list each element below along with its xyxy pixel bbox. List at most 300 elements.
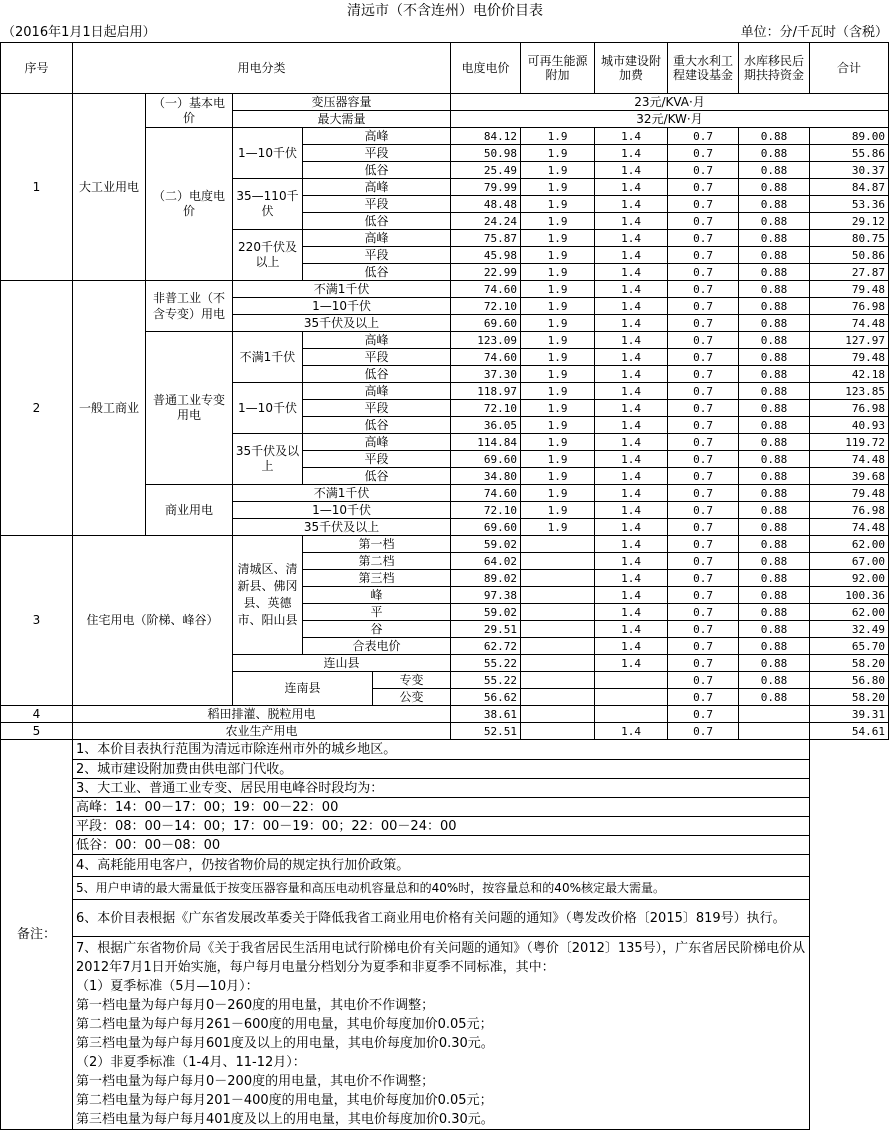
price-cell: 37.30 <box>451 366 521 383</box>
price-cell: 38.61 <box>451 706 521 723</box>
note-row <box>1 855 889 877</box>
note-item: 1、本价目表执行范围为清远市除连州市外的城乡地区。 <box>73 740 810 760</box>
renewable-cell: 1.9 <box>521 298 595 315</box>
tier-label: 谷 <box>303 621 451 638</box>
note-line: 第一档电量为每户每月0－200度的用电量，其电价不作调整； <box>76 1074 435 1089</box>
price-cell: 64.02 <box>451 553 521 570</box>
voltage-label: 35千伏及以上 <box>233 434 303 485</box>
period-label: 高峰 <box>303 332 451 349</box>
col-reservoir: 水库移民后期扶持资金 <box>739 43 810 94</box>
urban-cell: 1.4 <box>595 400 668 417</box>
total-cell: 29.12 <box>810 213 889 230</box>
urban-cell: 1.4 <box>595 213 668 230</box>
notes-label: 备注： <box>1 740 73 1130</box>
total-cell: 65.70 <box>810 638 889 655</box>
group-name: 住宅用电（阶梯、峰谷） <box>73 536 233 706</box>
urban-cell: 1.4 <box>595 587 668 604</box>
price-cell: 52.51 <box>451 723 521 740</box>
effective-date: （2016年1月1日起启用） <box>2 24 156 40</box>
reservoir-cell: 0.88 <box>739 417 810 434</box>
reservoir-cell: 0.88 <box>739 672 810 689</box>
price-cell: 69.60 <box>451 451 521 468</box>
item-label: 最大需量 <box>233 111 451 128</box>
hydro-cell: 0.7 <box>668 451 739 468</box>
note-line: 7、根据广东省物价局《关于我省居民生活用电试行阶梯电价有关问题的通知》（粤价〔2012〕135号），广东省居民阶梯电价从2012年7月1日开始实施，每户每月电量分档划分为夏季和非夏季不同标准，其中： <box>76 941 806 975</box>
hydro-cell: 0.7 <box>668 468 739 485</box>
period-label: 高峰 <box>303 230 451 247</box>
price-cell: 97.38 <box>451 587 521 604</box>
voltage-label: 1—10千伏 <box>233 383 303 434</box>
total-cell: 58.20 <box>810 655 889 672</box>
table-row <box>1 706 889 723</box>
renewable-cell: 1.9 <box>521 383 595 400</box>
reservoir-cell: 0.88 <box>739 128 810 145</box>
reservoir-cell <box>739 723 810 740</box>
seq-cell: 5 <box>1 723 73 740</box>
reservoir-cell: 0.88 <box>739 162 810 179</box>
rate-value: 32元/KW·月 <box>451 111 889 128</box>
hydro-cell: 0.7 <box>668 655 739 672</box>
seq-cell: 2 <box>1 281 73 536</box>
urban-cell: 1.4 <box>595 723 668 740</box>
reservoir-cell: 0.88 <box>739 689 810 706</box>
renewable-cell: 1.9 <box>521 519 595 536</box>
price-cell: 114.84 <box>451 434 521 451</box>
tier-label: 第一档 <box>303 536 451 553</box>
voltage-label: 220千伏及以上 <box>233 230 303 281</box>
reservoir-cell: 0.88 <box>739 366 810 383</box>
period-label: 高峰 <box>303 383 451 400</box>
total-cell: 127.97 <box>810 332 889 349</box>
total-cell: 56.80 <box>810 672 889 689</box>
price-cell: 89.02 <box>451 570 521 587</box>
urban-cell: 1.4 <box>595 536 668 553</box>
renewable-cell: 1.9 <box>521 162 595 179</box>
price-cell: 69.60 <box>451 315 521 332</box>
total-cell: 89.00 <box>810 128 889 145</box>
hydro-cell: 0.7 <box>668 638 739 655</box>
total-cell: 30.37 <box>810 162 889 179</box>
note-item: 5、用户申请的最大需量低于按变压器容量和高压电动机容量总和的40%时，按容量总和的40%核定最大需量。 <box>73 877 810 900</box>
renewable-cell <box>521 655 595 672</box>
price-cell: 74.60 <box>451 349 521 366</box>
price-cell: 72.10 <box>451 502 521 519</box>
renewable-cell: 1.9 <box>521 128 595 145</box>
reservoir-cell: 0.88 <box>739 434 810 451</box>
voltage-label: 不满1千伏 <box>233 281 451 298</box>
header-row <box>1 43 889 94</box>
hydro-cell: 0.7 <box>668 672 739 689</box>
reservoir-cell: 0.88 <box>739 264 810 281</box>
table-row <box>1 281 889 298</box>
period-label: 低谷 <box>303 162 451 179</box>
reservoir-cell: 0.88 <box>739 553 810 570</box>
subgroup-name: 商业用电 <box>146 485 233 536</box>
total-cell: 76.98 <box>810 502 889 519</box>
price-cell: 55.22 <box>451 655 521 672</box>
price-cell: 74.60 <box>451 485 521 502</box>
price-cell: 72.10 <box>451 400 521 417</box>
hydro-cell: 0.7 <box>668 604 739 621</box>
renewable-cell: 1.9 <box>521 366 595 383</box>
urban-cell: 1.4 <box>595 468 668 485</box>
col-category: 用电分类 <box>73 43 451 94</box>
hydro-cell: 0.7 <box>668 230 739 247</box>
hydro-cell: 0.7 <box>668 281 739 298</box>
reservoir-cell: 0.88 <box>739 179 810 196</box>
period-label: 低谷 <box>303 468 451 485</box>
total-cell: 123.85 <box>810 383 889 400</box>
urban-cell: 1.4 <box>595 570 668 587</box>
area-list: 清城区、清新县、佛冈县、英德市、阳山县 <box>233 536 303 655</box>
reservoir-cell: 0.88 <box>739 536 810 553</box>
renewable-cell: 1.9 <box>521 332 595 349</box>
renewable-cell <box>521 587 595 604</box>
tier-label: 专变 <box>373 672 451 689</box>
price-cell: 55.22 <box>451 672 521 689</box>
reservoir-cell: 0.88 <box>739 213 810 230</box>
renewable-cell: 1.9 <box>521 213 595 230</box>
col-hydro: 重大水利工程建设基金 <box>668 43 739 94</box>
reservoir-cell: 0.88 <box>739 247 810 264</box>
hydro-cell: 0.7 <box>668 247 739 264</box>
total-cell: 119.72 <box>810 434 889 451</box>
total-cell: 54.61 <box>810 723 889 740</box>
reservoir-cell: 0.88 <box>739 281 810 298</box>
urban-cell <box>595 672 668 689</box>
reservoir-cell <box>739 706 810 723</box>
total-cell: 80.75 <box>810 230 889 247</box>
col-urban: 城市建设附加费 <box>595 43 668 94</box>
voltage-label: 35—110千伏 <box>233 179 303 230</box>
urban-cell: 1.4 <box>595 417 668 434</box>
renewable-cell <box>521 553 595 570</box>
reservoir-cell: 0.88 <box>739 332 810 349</box>
period-label: 高峰 <box>303 434 451 451</box>
total-cell: 74.48 <box>810 451 889 468</box>
period-label: 平段 <box>303 451 451 468</box>
urban-cell: 1.4 <box>595 281 668 298</box>
hydro-cell: 0.7 <box>668 536 739 553</box>
renewable-cell: 1.9 <box>521 247 595 264</box>
unit-label: 单位：分/千瓦时（含税） <box>740 24 888 40</box>
period-label: 平段 <box>303 400 451 417</box>
renewable-cell: 1.9 <box>521 179 595 196</box>
note-item-7 <box>73 937 810 1130</box>
note-row <box>1 937 889 1130</box>
subtitle-block <box>0 22 890 42</box>
subgroup-name: （一）基本电价 <box>146 94 233 128</box>
hydro-cell: 0.7 <box>668 264 739 281</box>
urban-cell: 1.4 <box>595 451 668 468</box>
reservoir-cell: 0.88 <box>739 638 810 655</box>
hydro-cell: 0.7 <box>668 587 739 604</box>
price-cell: 69.60 <box>451 519 521 536</box>
total-cell: 100.36 <box>810 587 889 604</box>
urban-cell: 1.4 <box>595 638 668 655</box>
urban-cell: 1.4 <box>595 604 668 621</box>
price-cell: 25.49 <box>451 162 521 179</box>
renewable-cell <box>521 638 595 655</box>
period-label: 平段 <box>303 196 451 213</box>
hydro-cell: 0.7 <box>668 485 739 502</box>
reservoir-cell: 0.88 <box>739 383 810 400</box>
urban-cell <box>595 706 668 723</box>
total-cell: 62.00 <box>810 536 889 553</box>
urban-cell: 1.4 <box>595 383 668 400</box>
urban-cell: 1.4 <box>595 485 668 502</box>
voltage-label: 不满1千伏 <box>233 332 303 383</box>
urban-cell: 1.4 <box>595 264 668 281</box>
reservoir-cell: 0.88 <box>739 570 810 587</box>
renewable-cell: 1.9 <box>521 502 595 519</box>
tier-label: 第二档 <box>303 553 451 570</box>
period-label: 平段 <box>303 247 451 264</box>
renewable-cell <box>521 604 595 621</box>
area-label: 连山县 <box>233 655 451 672</box>
urban-cell: 1.4 <box>595 196 668 213</box>
total-cell: 40.93 <box>810 417 889 434</box>
renewable-cell: 1.9 <box>521 468 595 485</box>
price-cell: 45.98 <box>451 247 521 264</box>
reservoir-cell: 0.88 <box>739 519 810 536</box>
hydro-cell: 0.7 <box>668 553 739 570</box>
note-item: 2、城市建设附加费由供电部门代收。 <box>73 760 810 779</box>
seq-cell: 1 <box>1 94 73 281</box>
urban-cell: 1.4 <box>595 298 668 315</box>
col-renewable: 可再生能源附加 <box>521 43 595 94</box>
note-item: 4、高耗能用电客户，仍按省物价局的规定执行加价政策。 <box>73 855 810 877</box>
reservoir-cell: 0.88 <box>739 604 810 621</box>
hydro-cell: 0.7 <box>668 298 739 315</box>
rate-value: 23元/KVA·月 <box>451 94 889 111</box>
total-cell: 39.68 <box>810 468 889 485</box>
hydro-cell: 0.7 <box>668 332 739 349</box>
note-row <box>1 817 889 836</box>
note-item: 高峰：14：00－17：00；19：00－22：00 <box>73 798 810 817</box>
reservoir-cell: 0.88 <box>739 315 810 332</box>
total-cell: 58.20 <box>810 689 889 706</box>
subgroup-name: 非普工业（不含专变）用电 <box>146 281 233 332</box>
note-line: （2）非夏季标准（1-4月、11-12月）： <box>76 1055 306 1070</box>
note-row <box>1 900 889 937</box>
total-cell: 79.48 <box>810 485 889 502</box>
total-cell: 79.48 <box>810 281 889 298</box>
hydro-cell: 0.7 <box>668 366 739 383</box>
period-label: 低谷 <box>303 264 451 281</box>
total-cell: 76.98 <box>810 400 889 417</box>
renewable-cell: 1.9 <box>521 434 595 451</box>
period-label: 低谷 <box>303 417 451 434</box>
reservoir-cell: 0.88 <box>739 196 810 213</box>
urban-cell: 1.4 <box>595 349 668 366</box>
period-label: 高峰 <box>303 179 451 196</box>
price-cell: 56.62 <box>451 689 521 706</box>
voltage-label: 1—10千伏 <box>233 502 451 519</box>
hydro-cell: 0.7 <box>668 417 739 434</box>
total-cell: 74.48 <box>810 519 889 536</box>
sheet-title: 清远市（不含连州）电价价目表 <box>347 2 543 19</box>
group-name: 稻田排灌、脱粒用电 <box>73 706 451 723</box>
renewable-cell <box>521 621 595 638</box>
voltage-label: 1—10千伏 <box>233 298 451 315</box>
hydro-cell: 0.7 <box>668 196 739 213</box>
note-item: 3、大工业、普通工业专变、居民用电峰谷时段均为： <box>73 779 810 798</box>
area-label: 连南县 <box>233 672 373 706</box>
voltage-label: 1—10千伏 <box>233 128 303 179</box>
tier-label: 平 <box>303 604 451 621</box>
seq-cell: 4 <box>1 706 73 723</box>
hydro-cell: 0.7 <box>668 723 739 740</box>
price-cell: 50.98 <box>451 145 521 162</box>
period-label: 高峰 <box>303 128 451 145</box>
reservoir-cell: 0.88 <box>739 621 810 638</box>
col-price: 电度电价 <box>451 43 521 94</box>
renewable-cell: 1.9 <box>521 451 595 468</box>
reservoir-cell: 0.88 <box>739 400 810 417</box>
price-cell: 59.02 <box>451 536 521 553</box>
renewable-cell: 1.9 <box>521 196 595 213</box>
subgroup-name: （二）电度电价 <box>146 128 233 281</box>
reservoir-cell: 0.88 <box>739 502 810 519</box>
price-cell: 24.24 <box>451 213 521 230</box>
tier-label: 峰 <box>303 587 451 604</box>
col-seq: 序号 <box>1 43 73 94</box>
note-row <box>1 798 889 817</box>
total-cell: 79.48 <box>810 349 889 366</box>
urban-cell: 1.4 <box>595 332 668 349</box>
tier-label: 公变 <box>373 689 451 706</box>
hydro-cell: 0.7 <box>668 400 739 417</box>
price-cell: 36.05 <box>451 417 521 434</box>
urban-cell: 1.4 <box>595 519 668 536</box>
hydro-cell: 0.7 <box>668 434 739 451</box>
total-cell: 62.00 <box>810 604 889 621</box>
urban-cell: 1.4 <box>595 145 668 162</box>
tier-label: 合表电价 <box>303 638 451 655</box>
renewable-cell <box>521 723 595 740</box>
hydro-cell: 0.7 <box>668 383 739 400</box>
price-cell: 72.10 <box>451 298 521 315</box>
urban-cell: 1.4 <box>595 655 668 672</box>
renewable-cell <box>521 706 595 723</box>
period-label: 低谷 <box>303 213 451 230</box>
total-cell: 92.00 <box>810 570 889 587</box>
note-line: 第三档电量为每户每月601度及以上的用电量，其电价每度加价0.30元。 <box>76 1036 494 1051</box>
renewable-cell: 1.9 <box>521 485 595 502</box>
total-cell: 32.49 <box>810 621 889 638</box>
reservoir-cell: 0.88 <box>739 451 810 468</box>
hydro-cell: 0.7 <box>668 706 739 723</box>
urban-cell: 1.4 <box>595 247 668 264</box>
price-table <box>0 42 889 1130</box>
urban-cell <box>595 689 668 706</box>
hydro-cell: 0.7 <box>668 145 739 162</box>
renewable-cell: 1.9 <box>521 230 595 247</box>
renewable-cell <box>521 536 595 553</box>
note-line: 第三档电量为每户每月401度及以上的用电量，其电价每度加价0.30元。 <box>76 1112 494 1127</box>
total-cell: 53.36 <box>810 196 889 213</box>
urban-cell: 1.4 <box>595 162 668 179</box>
hydro-cell: 0.7 <box>668 315 739 332</box>
title-block <box>0 0 890 22</box>
tier-label: 第三档 <box>303 570 451 587</box>
renewable-cell <box>521 570 595 587</box>
renewable-cell: 1.9 <box>521 264 595 281</box>
note-row <box>1 740 889 760</box>
hydro-cell: 0.7 <box>668 349 739 366</box>
note-line: （1）夏季标准（5月—10月）： <box>76 979 259 994</box>
total-cell: 76.98 <box>810 298 889 315</box>
price-cell: 118.97 <box>451 383 521 400</box>
reservoir-cell: 0.88 <box>739 230 810 247</box>
reservoir-cell: 0.88 <box>739 587 810 604</box>
urban-cell: 1.4 <box>595 179 668 196</box>
renewable-cell: 1.9 <box>521 145 595 162</box>
urban-cell: 1.4 <box>595 230 668 247</box>
note-item: 低谷：00：00－08：00 <box>73 836 810 855</box>
note-item: 平段：08：00－14：00；17：00－19：00；22：00－24：00 <box>73 817 810 836</box>
note-row <box>1 779 889 798</box>
reservoir-cell: 0.88 <box>739 655 810 672</box>
reservoir-cell: 0.88 <box>739 468 810 485</box>
total-cell: 74.48 <box>810 315 889 332</box>
reservoir-cell: 0.88 <box>739 349 810 366</box>
reservoir-cell: 0.88 <box>739 485 810 502</box>
table-row <box>1 94 889 111</box>
renewable-cell: 1.9 <box>521 315 595 332</box>
renewable-cell: 1.9 <box>521 400 595 417</box>
col-total: 合计 <box>810 43 889 94</box>
price-cell: 48.48 <box>451 196 521 213</box>
price-cell: 74.60 <box>451 281 521 298</box>
period-label: 平段 <box>303 349 451 366</box>
table-row <box>1 723 889 740</box>
note-row <box>1 836 889 855</box>
price-cell: 79.99 <box>451 179 521 196</box>
price-cell: 123.09 <box>451 332 521 349</box>
voltage-label: 35千伏及以上 <box>233 315 451 332</box>
note-line: 第二档电量为每户每月261－600度的用电量，其电价每度加价0.05元； <box>76 1017 493 1032</box>
note-row <box>1 877 889 900</box>
hydro-cell: 0.7 <box>668 128 739 145</box>
renewable-cell <box>521 689 595 706</box>
price-cell: 29.51 <box>451 621 521 638</box>
urban-cell: 1.4 <box>595 502 668 519</box>
note-line: 第一档电量为每户每月0－260度的用电量，其电价不作调整； <box>76 998 435 1013</box>
group-name: 一般工商业 <box>73 281 146 536</box>
reservoir-cell: 0.88 <box>739 145 810 162</box>
subgroup-name: 普通工业专变用电 <box>146 332 233 485</box>
table-row <box>1 536 889 553</box>
hydro-cell: 0.7 <box>668 179 739 196</box>
urban-cell: 1.4 <box>595 434 668 451</box>
total-cell: 42.18 <box>810 366 889 383</box>
reservoir-cell: 0.88 <box>739 298 810 315</box>
renewable-cell: 1.9 <box>521 349 595 366</box>
price-cell: 22.99 <box>451 264 521 281</box>
total-cell: 27.87 <box>810 264 889 281</box>
total-cell: 50.86 <box>810 247 889 264</box>
urban-cell: 1.4 <box>595 128 668 145</box>
hydro-cell: 0.7 <box>668 621 739 638</box>
renewable-cell: 1.9 <box>521 417 595 434</box>
hydro-cell: 0.7 <box>668 689 739 706</box>
total-cell: 84.87 <box>810 179 889 196</box>
price-cell: 75.87 <box>451 230 521 247</box>
group-name: 农业生产用电 <box>73 723 451 740</box>
renewable-cell: 1.9 <box>521 281 595 298</box>
